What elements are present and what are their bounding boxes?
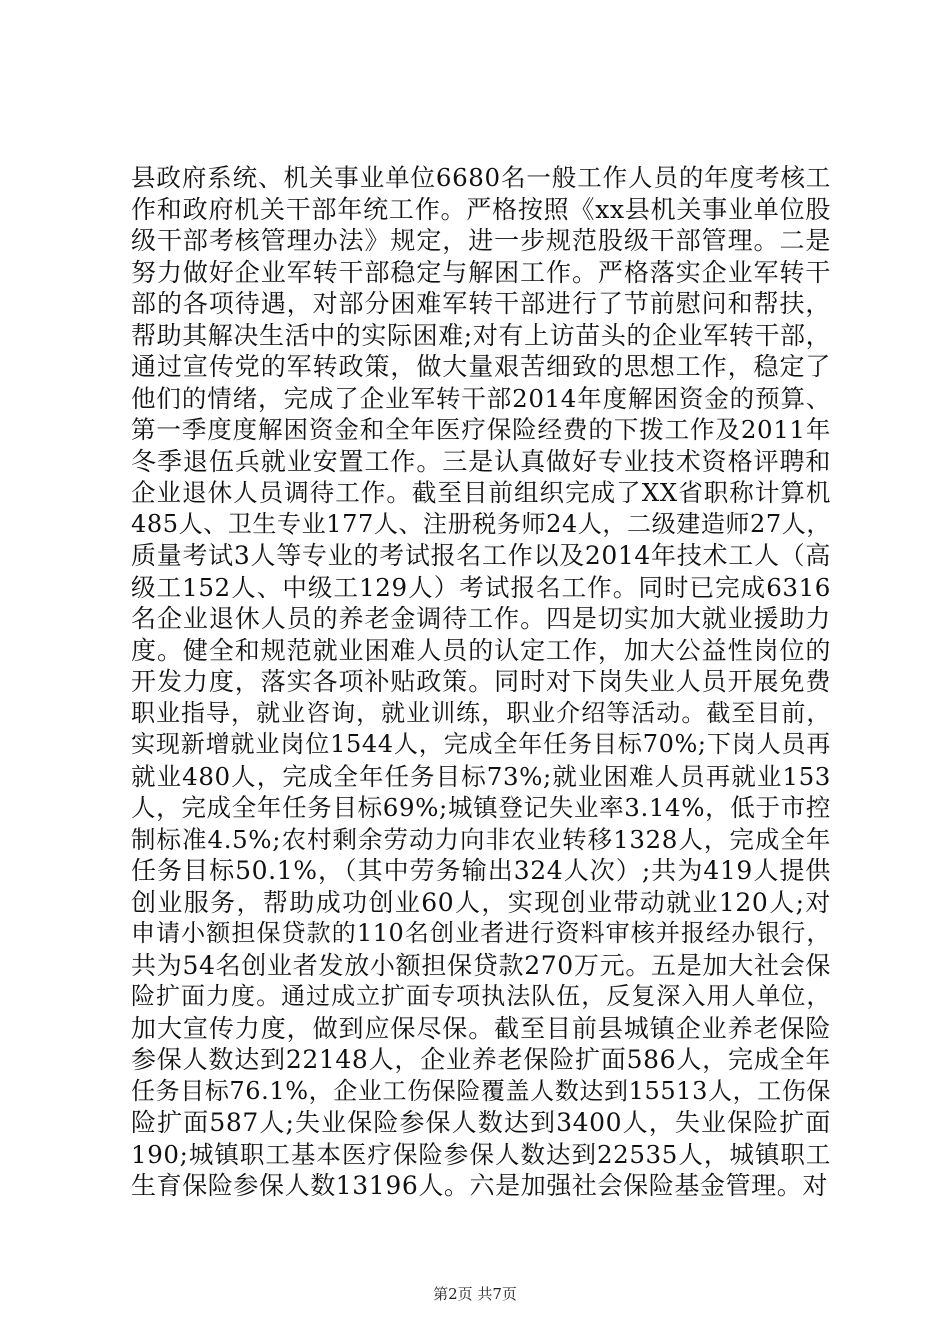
text-line: 任务目标50.1%，（其中劳务输出324人次）;共为419人提供 — [131, 856, 831, 885]
text-line: 县政府系统、机关事业单位6680名一般工作人员的年度考核工 — [131, 163, 831, 192]
text-line: 作和政府机关干部年统工作。严格按照《xx县机关事业单位股 — [131, 194, 831, 224]
text-line: 任务目标76.1%，企业工伤保险覆盖人数达到15513人，工伤保 — [131, 1076, 831, 1105]
page-footer — [0, 1283, 950, 1304]
text-line: 申请小额担保贷款的110名创业者进行资料审核并报经办银行， — [131, 919, 831, 947]
text-line: 参保人数达到22148人，企业养老保险扩面586人，完成全年 — [131, 1045, 831, 1074]
text-line: 帮助其解决生活中的实际困难;对有上访苗头的企业军转干部， — [131, 320, 832, 350]
document-body — [131, 162, 831, 1202]
text-line: 冬季退伍兵就业安置工作。三是认真做好专业技术资格评聘和 — [131, 446, 831, 476]
text-line: 努力做好企业军转干部稳定与解困工作。严格落实企业军转干 — [131, 257, 831, 287]
text-line: 共为54名创业者发放小额担保贷款270万元。五是加大社会保 — [131, 950, 831, 980]
text-line: 度。健全和规范就业困难人员的认定工作，加大公益性岗位的 — [131, 635, 831, 665]
text-line: 生育保险参保人数13196人。六是加强社会保险基金管理。对 — [131, 1171, 828, 1200]
text-line: 他们的情绪，完成了企业军转干部2014年度解困资金的预算、 — [131, 383, 831, 413]
text-line: 险扩面力度。通过成立扩面专项执法队伍，反复深入用人单位， — [131, 982, 831, 1010]
text-line: 级干部考核管理办法》规定，进一步规范股级干部管理。二是 — [131, 226, 831, 255]
page-number-label: 第2页 共7页 — [433, 1285, 517, 1303]
text-line: 人，完成全年任务目标69%;城镇登记失业率3.14%，低于市控 — [131, 793, 831, 822]
text-line: 第一季度度解困资金和全年医疗保险经费的下拨工作及2011年 — [131, 415, 831, 444]
text-line: 190;城镇职工基本医疗保险参保人数达到22535人，城镇职工 — [131, 1139, 831, 1169]
text-line: 加大宣传力度，做到应保尽保。截至目前县城镇企业养老保险 — [131, 1013, 831, 1043]
text-line: 通过宣传党的军转政策，做大量艰苦细致的思想工作，稳定了 — [131, 352, 831, 381]
text-line: 部的各项待遇，对部分困难军转干部进行了节前慰问和帮扶， — [131, 289, 831, 318]
text-line: 485人、卫生专业177人、注册税务师24人，二级建造师27人， — [131, 509, 831, 538]
text-line: 级工152人、中级工129人）考试报名工作。同时已完成6316 — [131, 572, 831, 602]
text-line: 名企业退休人员的养老金调待工作。四是切实加大就业援助力 — [131, 604, 831, 633]
text-line: 创业服务，帮助成功创业60人，实现创业带动就业120人;对 — [131, 887, 831, 917]
text-line: 实现新增就业岗位1544人，完成全年任务目标70%;下岗人员再 — [131, 730, 831, 758]
text-line: 质量考试3人等专业的考试报名工作以及2014年技术工人（高 — [131, 541, 831, 570]
text-line: 就业480人，完成全年任务目标73%;就业困难人员再就业153 — [131, 761, 831, 791]
text-line: 企业退休人员调待工作。截至目前组织完成了XX省职称计算机 — [131, 478, 831, 507]
text-line: 职业指导，就业咨询，就业训练，职业介绍等活动。截至目前， — [131, 698, 831, 727]
text-line: 开发力度，落实各项补贴政策。同时对下岗失业人员开展免费 — [131, 667, 831, 696]
text-line: 险扩面587人;失业保险参保人数达到3400人，失业保险扩面 — [131, 1108, 831, 1137]
text-line: 制标准4.5%;农村剩余劳动力向非农业转移1328人，完成全年 — [131, 824, 831, 854]
